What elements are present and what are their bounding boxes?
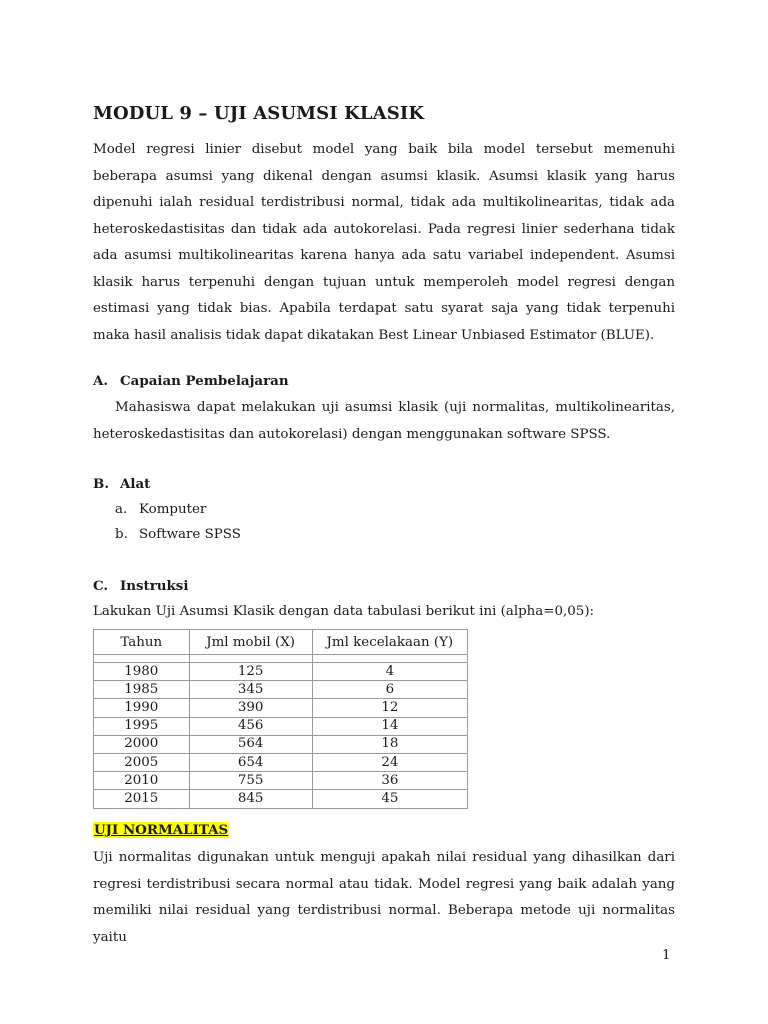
list-item-text: Komputer [139,502,207,517]
data-table [93,629,468,809]
table-row [94,735,468,753]
section-c-instruction: Lakukan Uji Asumsi Klasik dengan data tabulasi berikut ini (alpha=0,05): [93,604,595,619]
cell-kecelakaan: 36 [312,772,467,790]
section-a-number: A. [93,373,109,389]
table-row [94,772,468,790]
normalitas-heading: UJI NORMALITAS [94,822,229,838]
cell-tahun: 2015 [94,790,190,808]
table-body [94,655,468,809]
cell-kecelakaan: 18 [312,735,467,753]
cell-mobil: 456 [189,717,312,735]
section-a-paragraph: Mahasiswa dapat melakukan uji asumsi klasik (uji normalitas, multikolinearitas, heteroskedastisitas dan autokorelasi) dengan menggunakan software SPSS. [93,400,675,442]
cell-mobil: 755 [189,772,312,790]
section-c-number: C. [93,578,109,594]
section-a-heading [93,373,289,389]
list-item-komputer [115,502,206,517]
table-header-kecelakaan: Jml kecelakaan (Y) [312,630,467,655]
cell-mobil: 564 [189,735,312,753]
table-spacer-row [94,655,468,663]
section-a-title: Capaian Pembelajaran [120,373,289,389]
cell-mobil: 390 [189,699,312,717]
cell-kecelakaan: 6 [312,681,467,699]
cell-tahun: 1995 [94,717,190,735]
list-item-number: a. [115,502,128,517]
cell-mobil: 125 [189,663,312,681]
cell-kecelakaan: 24 [312,753,467,771]
cell-kecelakaan: 14 [312,717,467,735]
cell-mobil: 654 [189,753,312,771]
list-item-text: Software SPSS [139,527,241,542]
cell-tahun: 1980 [94,663,190,681]
section-b-number: B. [93,476,109,492]
section-c-title: Instruksi [120,578,189,594]
table-row [94,699,468,717]
table-header-row [94,630,468,655]
page-title: MODUL 9 – UJI ASUMSI KLASIK [93,103,425,124]
cell-kecelakaan: 4 [312,663,467,681]
table-row [94,717,468,735]
table-row [94,790,468,808]
cell-kecelakaan: 45 [312,790,467,808]
cell-kecelakaan: 12 [312,699,467,717]
cell-tahun: 2010 [94,772,190,790]
section-c-heading [93,578,188,594]
section-b-heading [93,476,150,492]
table-row [94,753,468,771]
table-row [94,663,468,681]
normalitas-paragraph: Uji normalitas digunakan untuk menguji apakah nilai residual yang dihasilkan dari regresi terdistribusi secara normal atau tidak. Model regresi yang baik adalah yang memiliki nilai residual yang terdistribusi normal. Beberapa metode uji normalitas yaitu [93,850,675,945]
list-item-number: b. [115,527,128,542]
table-header-tahun: Tahun [94,630,190,655]
table-row [94,681,468,699]
cell-tahun: 2000 [94,735,190,753]
cell-mobil: 845 [189,790,312,808]
cell-tahun: 2005 [94,753,190,771]
page-number: 1 [662,948,671,963]
list-item-software [115,527,241,542]
cell-tahun: 1990 [94,699,190,717]
cell-mobil: 345 [189,681,312,699]
section-b-title: Alat [120,476,151,492]
intro-paragraph: Model regresi linier disebut model yang baik bila model tersebut memenuhi beberapa asumsi yang dikenal dengan asumsi klasik. Asumsi klasik yang harus dipenuhi ialah residual terdistribusi normal, tidak ada multikolinearitas, tidak ada heteroskedastisitas dan tidak ada autokorelasi. Pada regresi linier sederhana tidak ada asumsi multikolinearitas karena hanya ada satu variabel independent. Asumsi klasik harus terpenuhi dengan tujuan untuk memperoleh model regresi dengan estimasi yang tidak bias. Apabila terdapat satu syarat saja yang tidak terpenuhi maka hasil analisis tidak dapat dikatakan Best Linear Unbiased Estimator (BLUE). [93,142,675,343]
table-header-mobil: Jml mobil (X) [189,630,312,655]
cell-tahun: 1985 [94,681,190,699]
